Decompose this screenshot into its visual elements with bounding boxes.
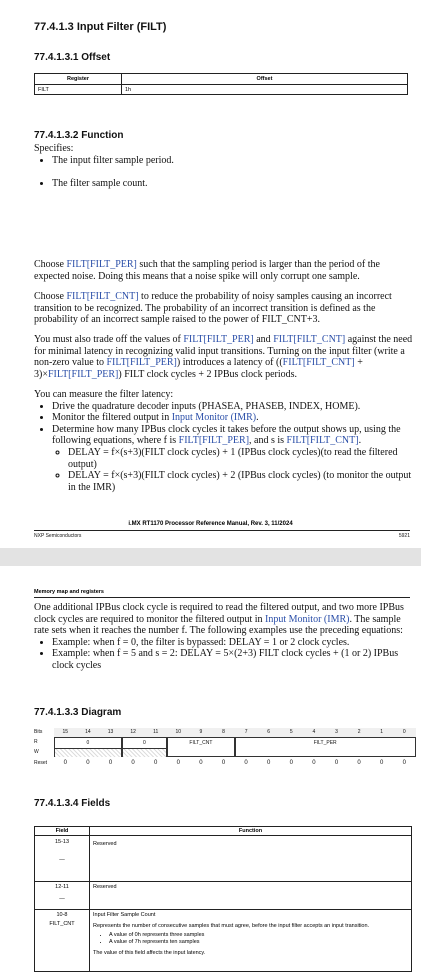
offset-table-register: FILT <box>35 85 122 95</box>
example-item: • Example: when f = 5 and s = 2: DELAY = 5×(2+3) FILT clock cycles + (1 or 2) IPBus clock cycles <box>52 648 414 671</box>
para-latency: You must also trade off the values of FILT[FILT_PER] and FILT[FILT_CNT] against the need for minimal latency in recognizing valid input transitions. Turning on the input filter (write a non-zero value to FILT[FILT_PER]) introduces a latency of ((FILT[FILT_CNT] + 3)×FILT[FILT_PER]) FILT clock cycles + 2 IPBus clock periods. <box>34 334 413 380</box>
field-filt-per: FILT_PER <box>235 737 416 757</box>
bit-number: 5 <box>280 728 303 737</box>
link-filt-cnt[interactable]: FILT[FILT_CNT] <box>282 357 355 369</box>
bits-label: Bits <box>34 729 43 735</box>
bit-number: 11 <box>144 728 167 737</box>
reset-value: 0 <box>380 760 384 766</box>
function-body <box>34 143 410 190</box>
delay-list <box>52 447 414 493</box>
read-label: R <box>34 739 38 745</box>
field-filt-cnt: FILT_CNT <box>167 737 235 757</box>
bit-number: 14 <box>77 728 100 737</box>
reset-value: 0 <box>244 760 248 766</box>
para-ipbus: One additional IPBus clock cycle is required to read the filtered output, and two more IPBus clock cycles are required to monitor the filtered output in Input Monitor (IMR). The sample rate sets when it reaches the number f. The following examples use the preceding equations: • Example: when f = 0, the filter is bypassed: DELAY = 1 or 2 clock cycles. • Example: when f = 5 and s = 2: DELAY = 5×(2+3) FILT clock cycles + (1 or 2) IPBus clock cycles <box>34 602 414 672</box>
spec-item: • The filter sample count. <box>52 178 410 190</box>
reset-value: 0 <box>63 760 67 766</box>
offset-table-offset: 1h <box>122 85 408 95</box>
link-filt-per[interactable]: FILT[FILT_PER] <box>66 259 137 270</box>
para-filt-per: Choose FILT[FILT_PER] such that the sampling period is larger than the period of the expected noise. Doing this means that a noise spike will only corrupt one sample. <box>34 259 380 282</box>
specifies-label: Specifies: <box>34 143 74 154</box>
measure-item: • Drive the quadrature decoder inputs (PHASEA, PHASEB, INDEX, HOME). <box>52 401 414 413</box>
link-filt-cnt[interactable]: FILT[FILT_CNT] <box>66 291 139 302</box>
bit-number: 9 <box>190 728 213 737</box>
reset-label: Reset <box>34 760 48 766</box>
measure-intro: You can measure the filter latency: <box>34 389 174 400</box>
page-gap <box>0 548 421 566</box>
offset-table-col-register: Register <box>35 74 122 85</box>
link-imr[interactable]: Input Monitor (IMR) <box>265 613 350 625</box>
reset-value: 0 <box>267 760 271 766</box>
register-diagram <box>34 728 418 776</box>
diagram-heading: 77.4.1.3.3 Diagram <box>34 707 122 718</box>
bit-number: 2 <box>348 728 371 737</box>
offset-table-col-offset: Offset <box>122 74 408 85</box>
reset-value: 0 <box>312 760 316 766</box>
spec-list <box>34 155 410 190</box>
table-row: 10-8 FILT_CNT Input Filter Sample Count Represents the number of consecutive samples that must agree, before the input filter accepts an input transition. • A value of 0h represents three samples • A value of 7h represents ten samples The value of this field affects the input latency. <box>35 910 412 972</box>
reset-value: 0 <box>199 760 203 766</box>
page-2 <box>0 566 421 972</box>
link-imr[interactable]: Input Monitor (IMR) <box>171 412 257 424</box>
reserved-hatch <box>55 748 121 757</box>
bit-number: 1 <box>370 728 393 737</box>
link-filt-per[interactable]: FILT[FILT_PER] <box>47 368 119 380</box>
bit-number: 4 <box>303 728 326 737</box>
link-filt-per[interactable]: FILT[FILT_PER] <box>183 334 254 345</box>
function-heading: 77.4.1.3.2 Function <box>34 130 124 141</box>
offset-heading: 77.4.1.3.1 Offset <box>34 52 111 63</box>
reset-value: 0 <box>131 760 135 766</box>
fields-table <box>34 826 412 972</box>
reset-value: 0 <box>108 760 113 766</box>
link-filt-cnt[interactable]: FILT[FILT_CNT] <box>273 334 346 345</box>
link-filt-per[interactable]: FILT[FILT_PER] <box>178 435 250 447</box>
bit-number: 12 <box>122 728 145 737</box>
reset-value: 0 <box>357 760 361 766</box>
fields-col-field: Field <box>35 827 90 836</box>
footer-rule <box>34 530 410 531</box>
bit-number: 7 <box>235 728 258 737</box>
field-reserved: 0 <box>54 737 122 757</box>
reset-value: 0 <box>221 760 226 766</box>
reset-value: 0 <box>176 760 180 766</box>
section-heading: 77.4.1.3 Input Filter (FILT) <box>34 21 167 33</box>
fields-heading: 77.4.1.3.4 Fields <box>34 798 111 809</box>
measure-item: • Monitor the filtered output in Input Monitor (IMR). <box>52 412 414 424</box>
reset-value: 0 <box>154 760 158 766</box>
link-filt-cnt[interactable]: FILT[FILT_CNT] <box>286 435 359 447</box>
footer-page-number: 5921 <box>398 533 410 539</box>
table-row: 15-13 — Reserved <box>35 836 412 882</box>
reset-value: 0 <box>334 760 339 766</box>
bit-number: 13 <box>99 728 122 737</box>
header-rule <box>34 597 410 598</box>
delay-item: ◦ DELAY = f×(s+3)(FILT clock cycles) + 2 (IPBus clock cycles) (to monitor the output in the IMR) <box>68 470 414 493</box>
measure-block <box>34 389 414 493</box>
measure-item: • Determine how many IPBus clock cycles it takes before the output shows up, using the following equations, where f is FILT[FILT_PER], and s is FILT[FILT_CNT]. ◦ DELAY = f×(s+3)(FILT clock cycles) + 1 (IPBus clock cycles)(to read the filtered output) ◦ DELAY = f×(s+3)(FILT clock cycles) + 2 (IPBus clock cycles) (to monitor the output in the IMR) <box>52 424 414 494</box>
bit-number: 6 <box>257 728 280 737</box>
offset-table <box>34 73 408 95</box>
field-reserved: 0 <box>122 737 167 757</box>
bit-number: 15 <box>54 728 77 737</box>
reserved-hatch <box>123 748 166 757</box>
spec-item: • The input filter sample period. <box>52 155 410 167</box>
para-filt-cnt: Choose FILT[FILT_CNT] to reduce the probability of noisy samples causing an incorrect transition to be recognized. The probability of an incorrect transition is defined as the probability of an incorrect sample raised to the power of FILT_CNT+3. <box>34 291 392 326</box>
reset-value: 0 <box>289 760 293 766</box>
fields-col-function: Function <box>90 827 412 836</box>
bit-number: 8 <box>212 728 235 737</box>
reset-value: 0 <box>402 760 406 766</box>
running-head: Memory map and registers <box>34 589 104 595</box>
reset-value: 0 <box>86 760 90 766</box>
example-list <box>34 637 414 672</box>
measure-list <box>34 401 414 494</box>
footer-left: NXP Semiconductors <box>34 533 82 539</box>
bit-number: 3 <box>325 728 348 737</box>
delay-item: ◦ DELAY = f×(s+3)(FILT clock cycles) + 1 (IPBus clock cycles)(to read the filtered output) <box>68 447 414 470</box>
bit-number: 10 <box>167 728 190 737</box>
example-item: • Example: when f = 0, the filter is bypassed: DELAY = 1 or 2 clock cycles. <box>52 637 414 649</box>
link-filt-per[interactable]: FILT[FILT_PER] <box>106 357 177 369</box>
footer-title: i.MX RT1170 Processor Reference Manual, Rev. 3, 11/2024 <box>128 521 293 527</box>
write-label: W <box>34 749 39 755</box>
table-row: 12-11 — Reserved <box>35 882 412 910</box>
bit-number: 0 <box>393 728 416 737</box>
